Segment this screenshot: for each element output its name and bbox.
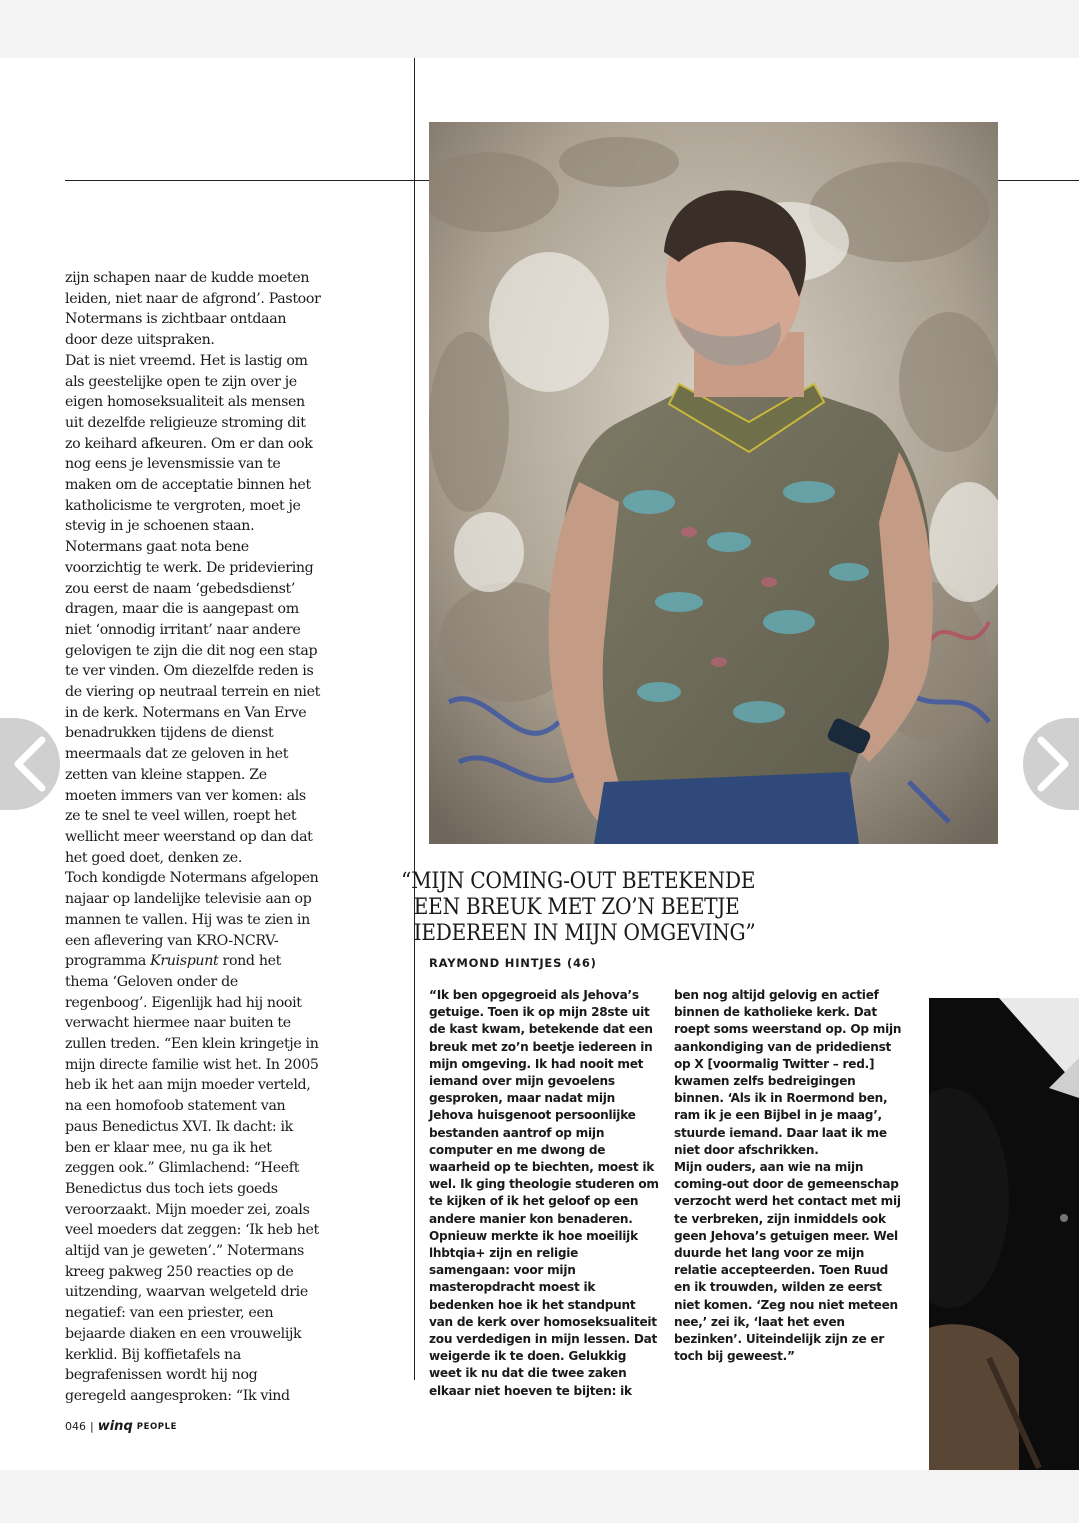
chevron-right-icon [1033, 736, 1073, 792]
adjacent-photo [929, 998, 1079, 1470]
column-divider [414, 58, 415, 1380]
footer-separator: | [90, 1420, 94, 1433]
program-title: Kruispunt [150, 953, 219, 970]
paragraph: “Ik ben opgegroeid als Jehova’s getuige. Toen ik op mijn 28ste uit de kast kwam, betekende dat een breuk met zo’n beetje iedereen in mijn omgeving. Ik had nooit met iemand over mijn gevoelens gesproken, maar nadat mijn Jehova huisgenoot persoonlijke bestanden aantrof op mijn computer en me dwong de waarheid op te biechten, moest ik wel. Ik ging theologie studeren om te kijken of ik het geloof op een andere manier kon benaderen. Opnieuw merkte ik hoe moeilijk lhbtqia+ zijn en religie samengaan: voor mijn masteropdracht moest ik bedenken hoe ik het standpunt van de kerk over homoseksualiteit zou verdedigen in mijn lessen. Dat weigerde ik te doen. Gelukkig weet ik nu dat die twee zaken elkaar niet hoeven te bijten: ik [429, 988, 659, 1398]
interview-column-1 [429, 987, 661, 1400]
paragraph: ben nog altijd gelovig en actief binnen de katholieke kerk. Dat roept soms weerstand op. Op mijn aankondiging van de pridedienst op X [voormalig Twitter – red.] kwamen zelfs bedreigingen binnen. ‘Als ik in Roermond ben, ram ik je een Bijbel in je maag’, stuurde iemand. Daar laat ik me niet door afschrikken. [674, 988, 902, 1157]
paragraph: Dat is niet vreemd. Het is lastig om als geestelijke open te zijn over je eigen homoseksualiteit als mensen uit dezelfde religieuze stroming dit zo keihard afkeuren. Om er dan ook nog eens je levensmissie van te maken om de acceptatie binnen het katholicisme te vergroten, moet je stevig in je schoenen staan. Notermans gaat nota bene voorzichtig te werk. De prideviering zou eerst de naam ‘gebedsdienst’ dragen, maar die is aangepast om niet ‘onnodig irritant’ naar andere gelovigen te zijn die dit nog een stap te ver vinden. Om diezelfde reden is de viering op neutraal terrein en niet in de kerk. Notermans en Van Erve benadrukken tijdens de dienst meermaals dat ze geloven in het zetten van kleine stappen. Ze moeten immers van ver komen: als ze te snel te veel willen, roept het wellicht meer weerstand op dan dat het goed doet, denken ze. [65, 352, 320, 866]
paragraph: zijn schapen naar de kudde moeten leiden, niet naar de afgrond’. Pastoor Notermans is zichtbaar ontdaan door deze uitspraken. [65, 270, 321, 349]
top-rule-left [65, 180, 432, 181]
brand-logo: winq [97, 1419, 133, 1434]
interview-column-2 [674, 987, 906, 1365]
pull-quote: “MIJN COMING-OUT BETEKENDE EEN BREUK MET ZO’N BEETJE IEDEREEN IN MIJN OMGEVING” [401, 868, 756, 946]
interviewee-byline: RAYMOND HINTJES (46) [429, 956, 597, 970]
portrait-photo [429, 122, 998, 844]
page-footer [65, 1419, 177, 1434]
page-number: 046 [65, 1420, 86, 1433]
magazine-page [0, 58, 1079, 1470]
article-left-column [65, 268, 321, 1407]
paragraph: Toch kondigde Notermans afgelopen najaar op landelijke televisie aan op mannen te vallen. Hij was te zien in een aflevering van KRO-NCRV-programma Kruispunt rond het thema ‘Geloven onder de regenboog’. Eigenlijk had hij nooit verwacht hiermee naar buiten te zullen treden. “Een klein kringetje in mijn directe familie wist het. In 2005 heb ik het aan mijn moeder verteld, na een homofoob statement van paus Benedictus XVI. Ik dacht: ik ben er klaar mee, nu ga ik het zeggen ook.” Glimlachend: “Heeft Benedictus dus toch iets goeds veroorzaakt. Mijn moeder zei, zoals veel moeders dat zeggen: ‘Ik heb het altijd van je geweten’.” Notermans kreeg pakweg 250 reacties op de uitzending, waarvan welgeteld drie negatief: van een priester, een bejaarde diaken en een vrouwelijk kerklid. Bij koffietafels na begrafenissen wordt hij nog geregeld aangesproken: “Ik vind [65, 870, 319, 1404]
chevron-left-icon [10, 736, 50, 792]
top-rule-right [998, 180, 1079, 181]
section-name: PEOPLE [136, 1421, 178, 1432]
paragraph: Mijn ouders, aan wie na mijn coming-out door de gemeenschap verzocht werd het contact met mij te verbreken, zijn inmiddels ook geen Jehova’s getuigen meer. Wel duurde het lang voor ze mijn relatie accepteerden. Toen Ruud en ik trouwden, wilden ze eerst niet komen. ‘Zeg nou niet meteen nee,’ zei ik, ‘laat het even bezinken’. Uiteindelijk zijn ze er toch bij geweest.” [674, 1160, 901, 1364]
